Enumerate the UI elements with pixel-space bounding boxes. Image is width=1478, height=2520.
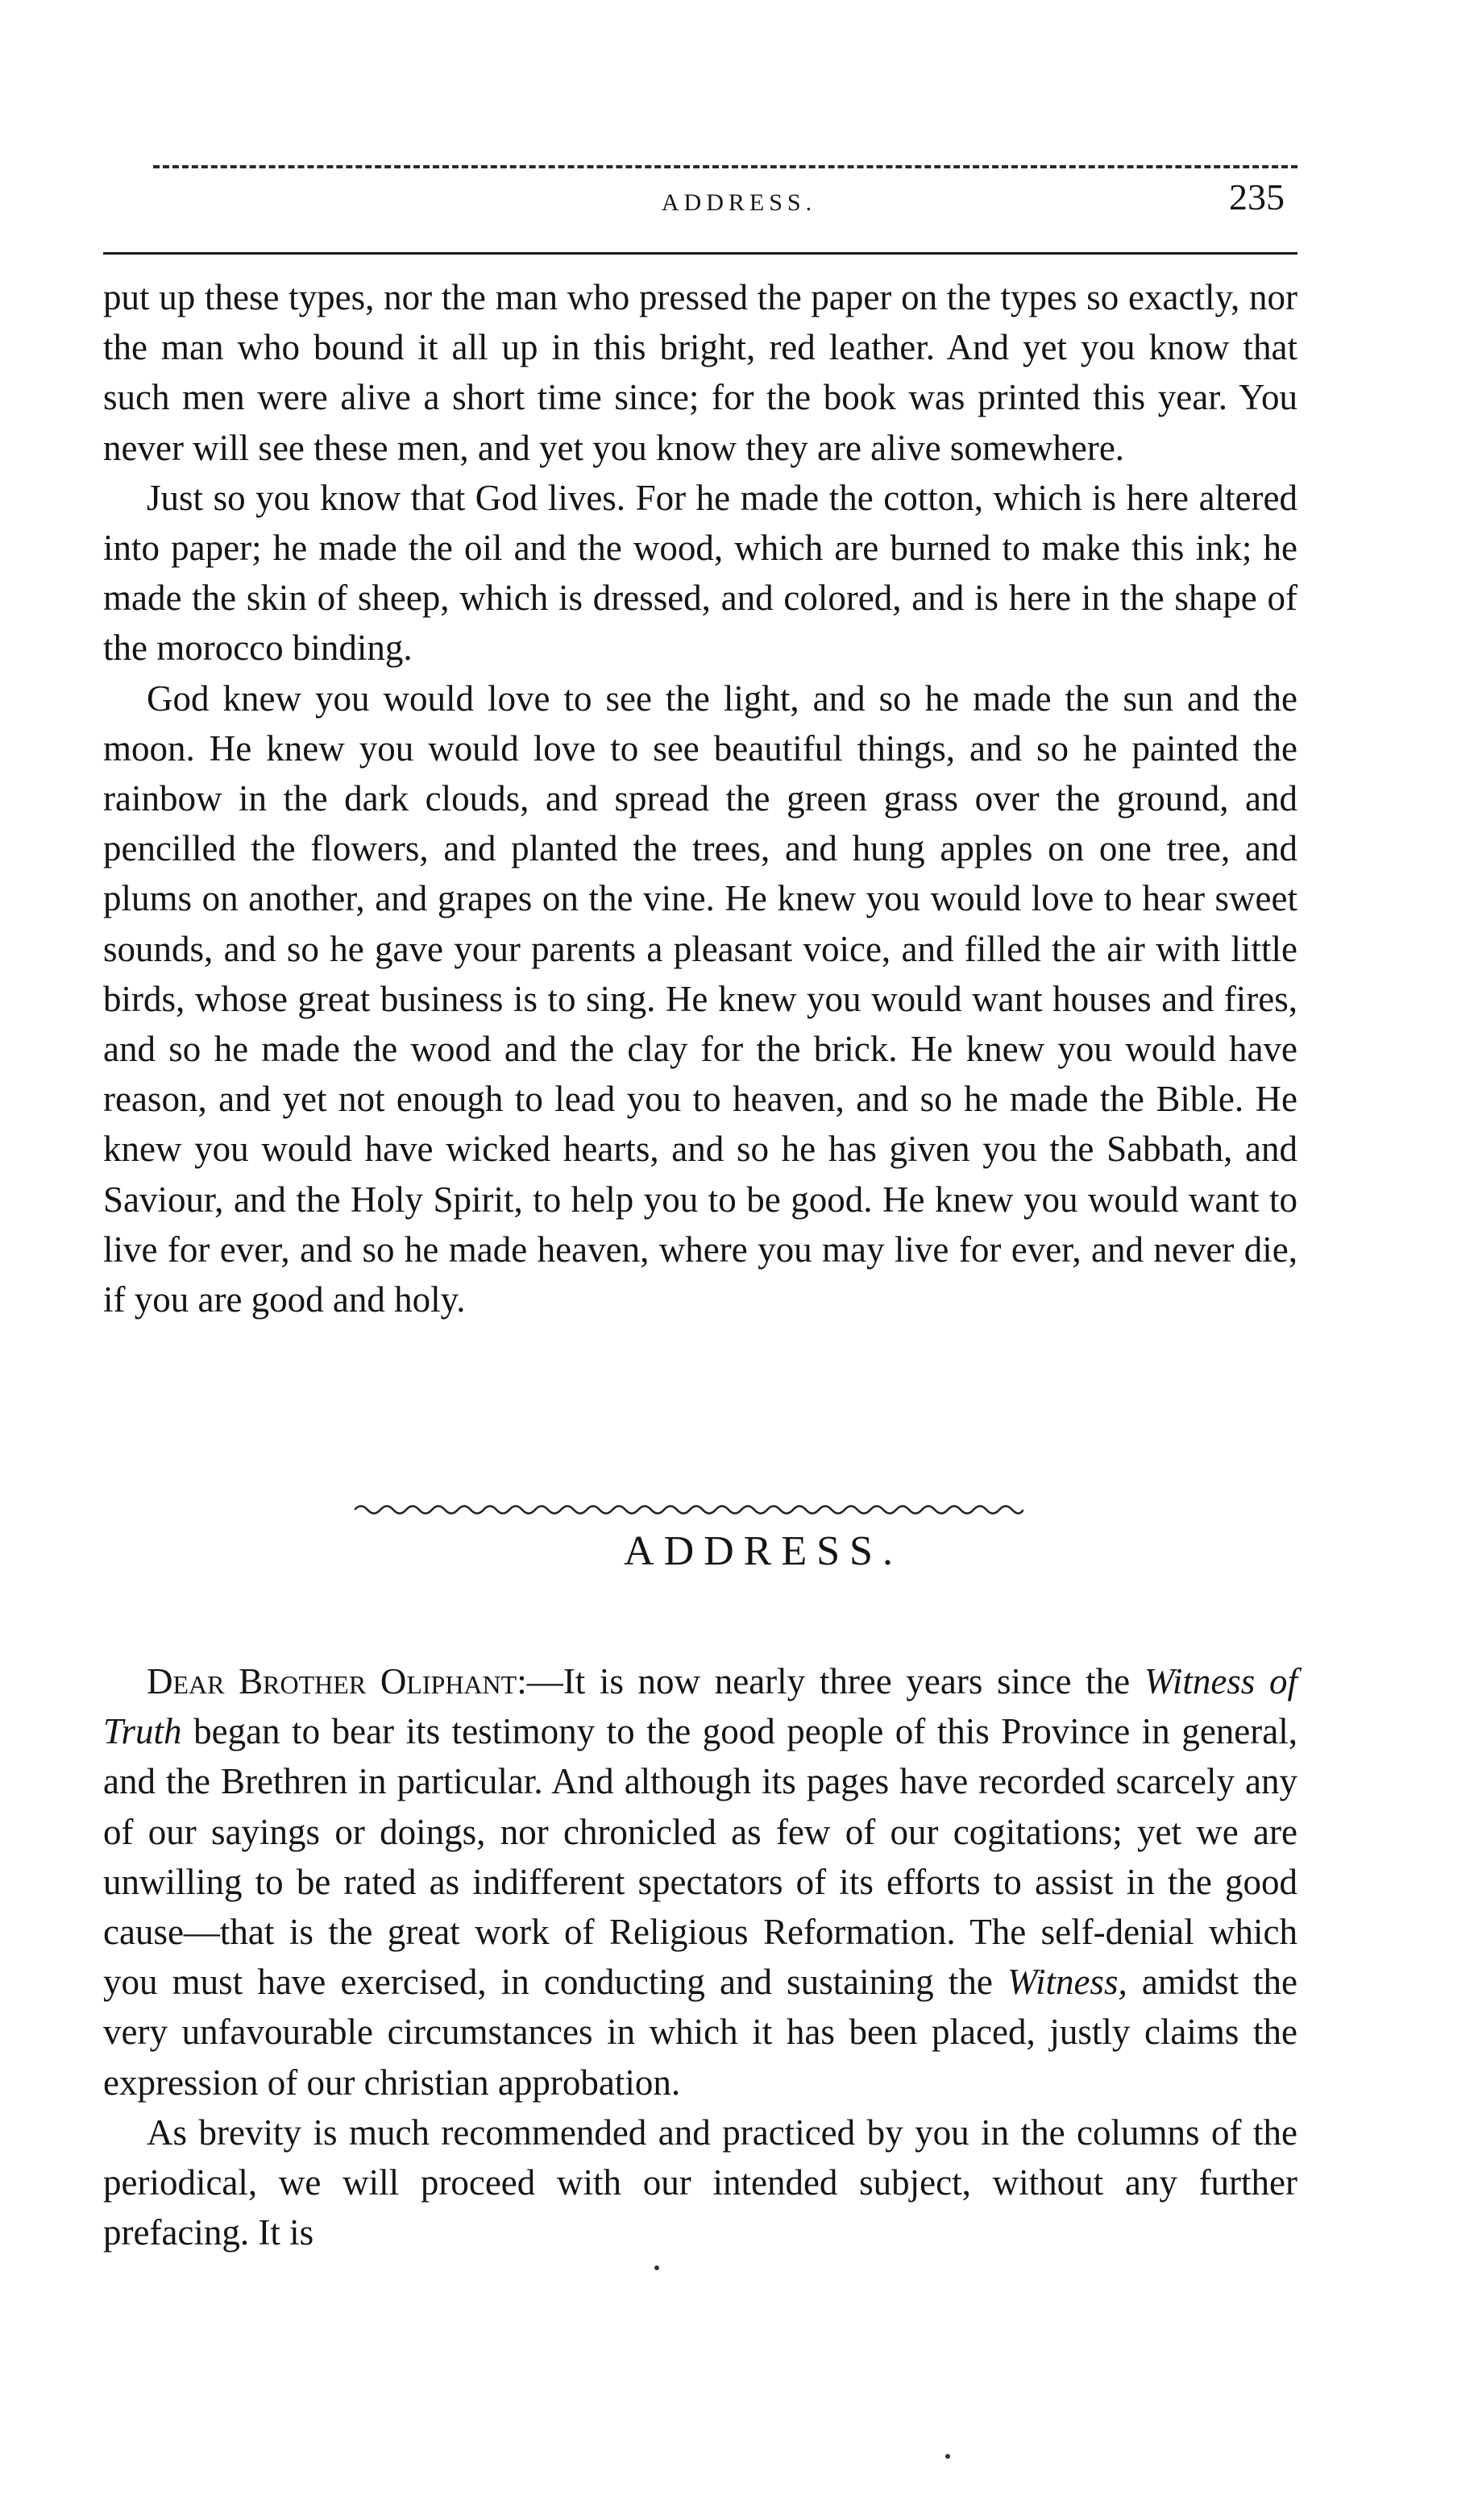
periodical-title: Witness of Truth (103, 1661, 1297, 1752)
ink-speck (945, 2454, 950, 2459)
header-rule (103, 252, 1297, 255)
paragraph: As brevity is much recommended and practiced by you in the columns of the periodical, we will proceed with our intended subject, without any further prefacing. It is (103, 2112, 1297, 2253)
paragraph: put up these types, nor the man who pressed the paper on the types so exactly, nor the man who bound it all up in this bright, red leather. And yet you know that such men were alive a short time since; for the book was printed this year. You never will see these men, and yet you know they are alive somewhere. (103, 277, 1297, 468)
section-title: ADDRESS. (624, 1528, 903, 1574)
wavy-divider-ornament (355, 1502, 1023, 1517)
address-letter (103, 1656, 1297, 2257)
paragraph: Just so you know that God lives. For he made the cotton, which is here altered into paper; he made the oil and the wood, which are burned to make this ink; he made the skin of sheep, which is dressed, and colored, and is here in the shape of the morocco binding. (103, 477, 1297, 669)
ink-speck (654, 2265, 659, 2270)
paragraph: Dear Brother Oliphant:—It is now nearly three years since the Witness of Truth began to bear its testimony to the good people of this Province in general, and the Brethren in particular. And although its pages have recorded scarcely any of our sayings or doings, nor chronicled as few of our cogitations; yet we are unwilling to be rated as indifferent spectators of its efforts to assist in the good cause—that is the great work of Religious Reformation. The self-denial which you must have exercised, in conducting and sustaining the Witness, amidst the very unfavourable circumstances in which it has been placed, justly claims the expression of our christian approbation. (103, 1661, 1298, 2103)
running-title: ADDRESS. (661, 189, 817, 216)
salutation: Dear Brother Oliphant (147, 1661, 517, 1701)
top-dashed-rule (153, 165, 1297, 168)
paragraph: God knew you would love to see the light, and so he made the sun and the moon. He knew you would love to see beautiful things, and so he painted the rainbow in the dark clouds, and spread the green grass over the ground, and pencilled the flowers, and planted the trees, and hung apples on one tree, and plums on another, and grapes on the vine. He knew you would love to hear sweet sounds, and so he gave your parents a pleasant voice, and filled the air with little birds, whose great business is to sing. He knew you would want houses and fires, and so he made the wood and the clay for the brick. He knew you would have reason, and yet not enough to lead you to heaven, and so he made the Bible. He knew you would have wicked hearts, and so he has given you the Sabbath, and Saviour, and the Holy Spirit, to help you to be good. He knew you would want to live for ever, and so he made heaven, where you may live for ever, and never die, if you are good and holy. (103, 678, 1297, 1320)
article-continued (103, 272, 1297, 1324)
page-number: 235 (1229, 176, 1285, 218)
periodical-title: Witness, (1007, 1962, 1127, 2003)
